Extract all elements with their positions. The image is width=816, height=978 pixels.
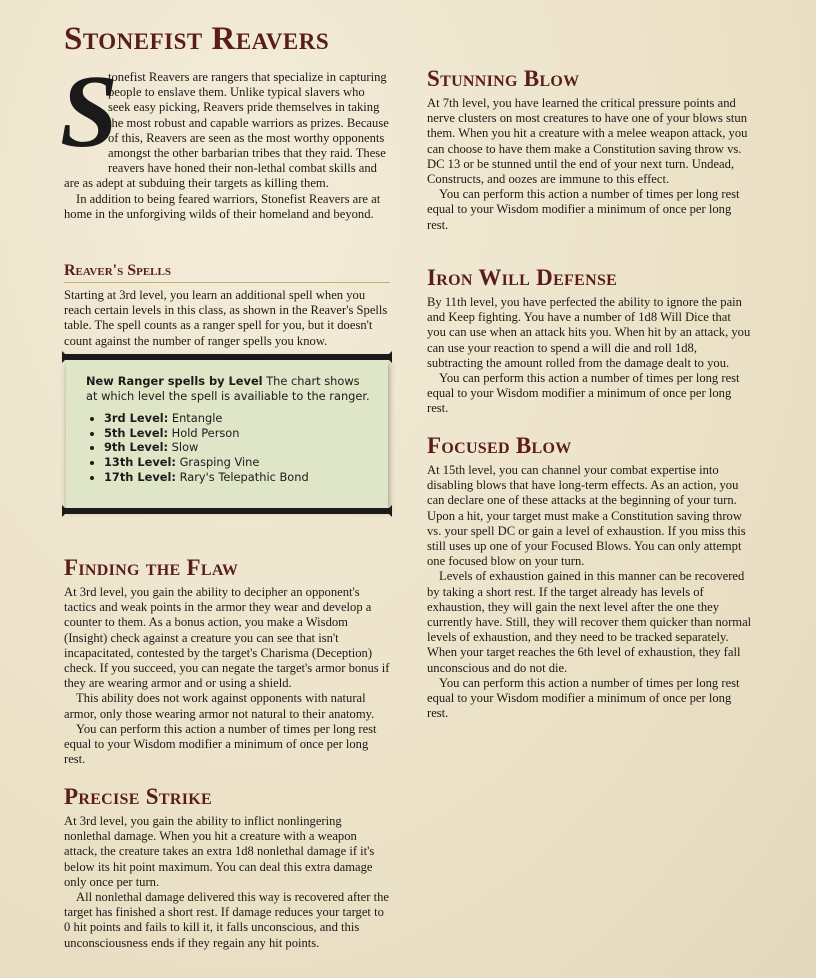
flaw-paragraph-3: You can perform this action a number of times per long rest equal to your Wisdom modifier a minimum of once per long rest. bbox=[64, 721, 377, 767]
stunning-paragraph-2: You can perform this action a number of times per long rest equal to your Wisdom modifier a minimum of once per long rest. bbox=[427, 187, 740, 232]
drop-cap: S bbox=[60, 54, 118, 169]
stunning-blow-heading: Stunning Blow bbox=[427, 66, 580, 91]
intro-paragraph-2: In addition to being feared warriors, Stonefist Reavers are at home in the unforgiving wilds of their homeland and beyond. bbox=[64, 191, 381, 221]
precise-strike-section bbox=[64, 784, 390, 951]
precise-paragraph-1: At 3rd level, you gain the ability to inflict nonlingering nonlethal damage. When you hit a creature with a weapon attack, the creature takes an extra 1d8 nonlethal damage if it's below its hit point maximum. You can deal this extra damage only once per turn. bbox=[64, 814, 375, 889]
intro-section bbox=[60, 54, 390, 222]
spell-list-item: • 5th Level: Hold Person bbox=[104, 426, 372, 441]
finding-the-flaw-section bbox=[64, 555, 390, 767]
iron-will-defense-section bbox=[427, 265, 752, 417]
flaw-paragraph-2: This ability does not work against opponents with natural armor, only those wearing armor not natural to their anatomy. bbox=[64, 691, 375, 721]
stunning-blow-section bbox=[427, 66, 752, 233]
spell-list bbox=[86, 411, 372, 484]
focused-blow-heading: Focused Blow bbox=[427, 433, 572, 458]
precise-paragraph-2: All nonlethal damage delivered this way is recovered after the target has finished a short rest. If damage reduces your target to 0 hit points and fails to kill it, it falls unconscious, and this unconsciousness ends if they regain any hit points. bbox=[64, 890, 389, 950]
spells-note-box bbox=[64, 354, 390, 514]
iron-paragraph-1: By 11th level, you have perfected the ability to ignore the pain and Keep fighting. You have a number of 1d8 Will Dice that you can use when an attack hits you. When hit by an attack, you can use your reaction to spend a will die and roll 1d8, subtracting the amount rolled from the damage dealt to you. bbox=[427, 295, 751, 370]
intro-paragraph-1: tonefist Reavers are rangers that specialize in capturing people to enslave them. Unlike typical slavers who seek easy picking, Reavers pride themselves in taking the most robust and capable warriors as prizes. Because of this, Reavers are seen as the most worthy opponents amongst the other barbarian tribes that they raid. These reavers have honed their non-lethal combat skills and are as adept at subduing their targets as killing them. bbox=[64, 70, 389, 191]
flaw-paragraph-1: At 3rd level, you gain the ability to decipher an opponent's tactics and weak points in the armor they wear and develop a counter to them. As a bonus action, you make a Wisdom (Insight) check against a creature you can see that isn't incapacitated, contested by the target's Charisma (Deception) check. If you succeed, you can negate the target's armor bonus if they are wearing armor and or using a shield. bbox=[64, 585, 390, 691]
spell-list-item: • 3rd Level: Entangle bbox=[104, 411, 372, 426]
precise-strike-heading: Precise Strike bbox=[64, 784, 212, 809]
focused-paragraph-1: At 15th level, you can channel your combat expertise into disabling blows that have long-term effects. As an action, you can declare one of these attacks at the beginning of your turn. Upon a hit, your target must make a Constitution saving throw vs. your spell DC or gain a level of exhaustion. If you miss this still uses up one of your Focused Blows. You can only attempt one focused blow on your turn. bbox=[427, 463, 746, 569]
finding-the-flaw-heading: Finding the Flaw bbox=[64, 555, 239, 580]
note-text: The chart shows at which level the spell is availiable to the ranger. bbox=[86, 374, 370, 403]
focused-blow-section bbox=[427, 433, 752, 721]
iron-will-defense-heading: Iron Will Defense bbox=[427, 265, 618, 290]
note-title: New Ranger spells by Level bbox=[86, 374, 263, 388]
note-bottom-border bbox=[64, 508, 390, 514]
focused-paragraph-2: Levels of exhaustion gained in this manner can be recovered by taking a short rest. If the target already has levels of exhaustion, they will gain the next level after the one they currently have. Still, they will recover them quicker than normal levels of exhaustion, and they need to be tracked separately. When your target reaches the 6th level of exhaustion, they fall unconscious and do not die. bbox=[427, 569, 752, 675]
reavers-spells-heading: Reaver's Spells bbox=[64, 262, 390, 283]
spell-list-item: • 17th Level: Rary's Telepathic Bond bbox=[104, 470, 372, 485]
spell-list-item: • 9th Level: Slow bbox=[104, 440, 372, 455]
page-title: Stonefist Reavers bbox=[64, 21, 330, 57]
spell-list-item: • 13th Level: Grasping Vine bbox=[104, 455, 372, 470]
reavers-spells-section bbox=[64, 262, 390, 349]
reavers-spells-paragraph: Starting at 3rd level, you learn an additional spell when you reach certain levels in this class, as shown in the Reaver's Spells table. The spell counts as a ranger spell for you, but it doesn't count against the number of ranger spells you know. bbox=[64, 288, 388, 348]
stunning-paragraph-1: At 7th level, you have learned the critical pressure points and nerve clusters on most creatures to have one of your blows stun them. When you hit a creature with a melee weapon attack, you can choose to have them make a Constitution saving throw vs. DC 13 or be stunned until the end of your next turn. Undead, Constructs, and oozes are immune to this effect. bbox=[427, 96, 748, 187]
note-header bbox=[86, 374, 372, 403]
iron-paragraph-2: You can perform this action a number of times per long rest equal to your Wisdom modifier a minimum of once per long rest. bbox=[427, 371, 740, 416]
focused-paragraph-3: You can perform this action a number of times per long rest equal to your Wisdom modifier a minimum of once per long rest. bbox=[427, 675, 740, 721]
